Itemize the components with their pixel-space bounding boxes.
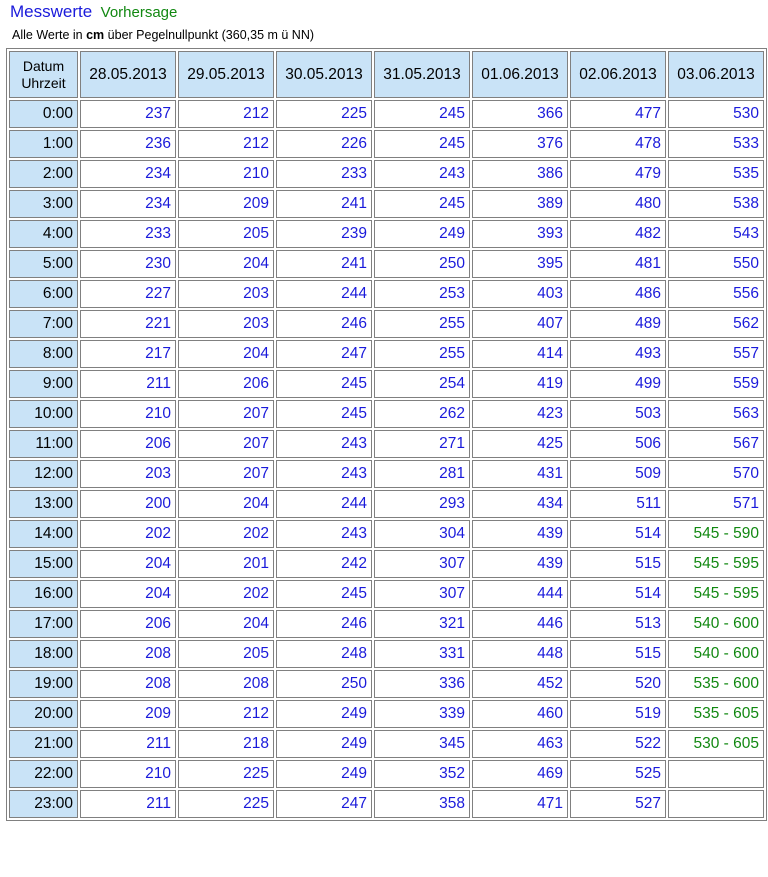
measured-value-cell: 376 <box>472 130 568 158</box>
time-cell: 16:00 <box>9 580 78 608</box>
measured-value-cell: 208 <box>178 670 274 698</box>
table-row <box>9 430 764 458</box>
measured-value-cell: 571 <box>668 490 764 518</box>
time-cell: 13:00 <box>9 490 78 518</box>
measured-value-cell: 423 <box>472 400 568 428</box>
date-header: 01.06.2013 <box>472 51 568 98</box>
measured-value-cell: 519 <box>570 700 666 728</box>
measured-value-cell: 556 <box>668 280 764 308</box>
table-row <box>9 460 764 488</box>
measured-value-cell: 244 <box>276 280 372 308</box>
measured-value-cell: 530 <box>668 100 764 128</box>
measured-value-cell: 245 <box>374 100 470 128</box>
measured-value-cell: 202 <box>80 520 176 548</box>
time-cell: 20:00 <box>9 700 78 728</box>
measured-value-cell: 434 <box>472 490 568 518</box>
measured-value-cell: 336 <box>374 670 470 698</box>
forecast-value-cell: 545 - 590 <box>668 520 764 548</box>
table-row <box>9 760 764 788</box>
measured-value-cell: 562 <box>668 310 764 338</box>
measured-value-cell: 425 <box>472 430 568 458</box>
time-cell: 15:00 <box>9 550 78 578</box>
time-cell: 1:00 <box>9 130 78 158</box>
measured-value-cell: 255 <box>374 340 470 368</box>
table-row <box>9 160 764 188</box>
measured-value-cell: 245 <box>374 190 470 218</box>
table-row <box>9 280 764 308</box>
measured-value-cell: 245 <box>276 580 372 608</box>
measured-value-cell: 478 <box>570 130 666 158</box>
table-row <box>9 340 764 368</box>
measured-value-cell: 207 <box>178 400 274 428</box>
date-header: 03.06.2013 <box>668 51 764 98</box>
table-row <box>9 220 764 248</box>
measured-value-cell: 243 <box>374 160 470 188</box>
forecast-value-cell: 545 - 595 <box>668 550 764 578</box>
measured-value-cell: 479 <box>570 160 666 188</box>
measured-value-cell: 245 <box>374 130 470 158</box>
measured-value-cell: 403 <box>472 280 568 308</box>
time-cell: 2:00 <box>9 160 78 188</box>
measured-value-cell: 233 <box>80 220 176 248</box>
measured-value-cell: 281 <box>374 460 470 488</box>
measured-value-cell: 211 <box>80 730 176 758</box>
measured-value-cell: 515 <box>570 640 666 668</box>
measured-value-cell <box>668 760 764 788</box>
measured-value-cell: 307 <box>374 580 470 608</box>
measured-value-cell: 339 <box>374 700 470 728</box>
measured-value-cell: 249 <box>276 760 372 788</box>
table-row <box>9 310 764 338</box>
subtitle-prefix: Alle Werte in <box>12 28 87 42</box>
measured-value-cell: 246 <box>276 610 372 638</box>
measured-value-cell: 211 <box>80 370 176 398</box>
date-header: 02.06.2013 <box>570 51 666 98</box>
measured-value-cell <box>668 790 764 818</box>
measured-value-cell: 200 <box>80 490 176 518</box>
measured-value-cell: 253 <box>374 280 470 308</box>
forecast-value-cell: 540 - 600 <box>668 610 764 638</box>
time-cell: 23:00 <box>9 790 78 818</box>
table-row <box>9 610 764 638</box>
date-header: 29.05.2013 <box>178 51 274 98</box>
measured-value-cell: 567 <box>668 430 764 458</box>
measured-value-cell: 522 <box>570 730 666 758</box>
measured-value-cell: 514 <box>570 520 666 548</box>
measured-value-cell: 241 <box>276 190 372 218</box>
measured-value-cell: 230 <box>80 250 176 278</box>
time-cell: 17:00 <box>9 610 78 638</box>
measured-value-cell: 227 <box>80 280 176 308</box>
page-header <box>0 0 768 48</box>
measured-value-cell: 486 <box>570 280 666 308</box>
table-row <box>9 130 764 158</box>
measured-value-cell: 481 <box>570 250 666 278</box>
measured-value-cell: 250 <box>276 670 372 698</box>
measured-value-cell: 250 <box>374 250 470 278</box>
measured-value-cell: 201 <box>178 550 274 578</box>
time-cell: 22:00 <box>9 760 78 788</box>
measured-value-cell: 226 <box>276 130 372 158</box>
measured-value-cell: 204 <box>178 250 274 278</box>
table-body <box>9 100 764 818</box>
forecast-value-cell: 545 - 595 <box>668 580 764 608</box>
measured-value-cell: 493 <box>570 340 666 368</box>
measured-value-cell: 243 <box>276 430 372 458</box>
measured-value-cell: 212 <box>178 100 274 128</box>
table-row <box>9 490 764 518</box>
measured-value-cell: 469 <box>472 760 568 788</box>
time-cell: 5:00 <box>9 250 78 278</box>
measured-value-cell: 210 <box>80 400 176 428</box>
date-header: 28.05.2013 <box>80 51 176 98</box>
measured-value-cell: 242 <box>276 550 372 578</box>
measured-value-cell: 247 <box>276 340 372 368</box>
measured-value-cell: 477 <box>570 100 666 128</box>
measured-value-cell: 204 <box>178 610 274 638</box>
measured-value-cell: 439 <box>472 520 568 548</box>
table-row <box>9 370 764 398</box>
measured-value-cell: 482 <box>570 220 666 248</box>
measured-value-cell: 533 <box>668 130 764 158</box>
corner-header <box>9 51 78 98</box>
forecast-value-cell: 535 - 600 <box>668 670 764 698</box>
measured-value-cell: 446 <box>472 610 568 638</box>
forecast-value-cell: 530 - 605 <box>668 730 764 758</box>
measured-value-cell: 236 <box>80 130 176 158</box>
table-row <box>9 580 764 608</box>
measured-value-cell: 366 <box>472 100 568 128</box>
measured-value-cell: 509 <box>570 460 666 488</box>
measured-value-cell: 207 <box>178 460 274 488</box>
measured-value-cell: 331 <box>374 640 470 668</box>
measured-value-cell: 225 <box>276 100 372 128</box>
page-subtitle <box>12 28 314 42</box>
measured-value-cell: 203 <box>80 460 176 488</box>
forecast-value-cell: 540 - 600 <box>668 640 764 668</box>
measured-value-cell: 234 <box>80 160 176 188</box>
measured-value-cell: 245 <box>276 370 372 398</box>
time-cell: 8:00 <box>9 340 78 368</box>
corner-date-label: Datum <box>22 57 65 74</box>
measured-value-cell: 525 <box>570 760 666 788</box>
measured-value-cell: 439 <box>472 550 568 578</box>
measured-value-cell: 304 <box>374 520 470 548</box>
measured-value-cell: 543 <box>668 220 764 248</box>
measured-value-cell: 271 <box>374 430 470 458</box>
measured-value-cell: 511 <box>570 490 666 518</box>
measured-value-cell: 205 <box>178 640 274 668</box>
measured-value-cell: 212 <box>178 700 274 728</box>
time-cell: 7:00 <box>9 310 78 338</box>
corner-time-label: Uhrzeit <box>21 74 66 91</box>
measured-value-cell: 480 <box>570 190 666 218</box>
table-row <box>9 100 764 128</box>
measured-value-cell: 208 <box>80 640 176 668</box>
measured-value-cell: 205 <box>178 220 274 248</box>
measured-value-cell: 345 <box>374 730 470 758</box>
table-row <box>9 550 764 578</box>
measured-value-cell: 248 <box>276 640 372 668</box>
measured-value-cell: 243 <box>276 520 372 548</box>
measured-value-cell: 206 <box>80 610 176 638</box>
measured-value-cell: 393 <box>472 220 568 248</box>
time-cell: 6:00 <box>9 280 78 308</box>
title-row <box>10 2 177 22</box>
measured-value-cell: 358 <box>374 790 470 818</box>
measured-value-cell: 293 <box>374 490 470 518</box>
forecast-value-cell: 535 - 605 <box>668 700 764 728</box>
measured-value-cell: 563 <box>668 400 764 428</box>
table-row <box>9 700 764 728</box>
measured-value-cell: 246 <box>276 310 372 338</box>
time-cell: 18:00 <box>9 640 78 668</box>
measured-value-cell: 202 <box>178 580 274 608</box>
measured-value-cell: 321 <box>374 610 470 638</box>
measured-value-cell: 204 <box>178 490 274 518</box>
time-cell: 11:00 <box>9 430 78 458</box>
measured-value-cell: 207 <box>178 430 274 458</box>
measured-value-cell: 241 <box>276 250 372 278</box>
measured-value-cell: 463 <box>472 730 568 758</box>
table-row <box>9 670 764 698</box>
measured-value-cell: 431 <box>472 460 568 488</box>
measured-value-cell: 208 <box>80 670 176 698</box>
subtitle-unit: cm <box>86 28 105 42</box>
table-row <box>9 400 764 428</box>
measured-value-cell: 234 <box>80 190 176 218</box>
measured-value-cell: 249 <box>276 700 372 728</box>
measured-value-cell: 444 <box>472 580 568 608</box>
table-header-row <box>9 51 764 98</box>
measured-value-cell: 557 <box>668 340 764 368</box>
table-row <box>9 730 764 758</box>
measured-value-cell: 506 <box>570 430 666 458</box>
measured-value-cell: 225 <box>178 790 274 818</box>
measured-value-cell: 527 <box>570 790 666 818</box>
time-cell: 4:00 <box>9 220 78 248</box>
measured-value-cell: 559 <box>668 370 764 398</box>
measured-value-cell: 211 <box>80 790 176 818</box>
measured-value-cell: 538 <box>668 190 764 218</box>
subtitle-suffix: über Pegelnullpunkt (360,35 m ü NN) <box>104 28 315 42</box>
measured-value-cell: 206 <box>178 370 274 398</box>
measured-value-cell: 249 <box>374 220 470 248</box>
measured-value-cell: 419 <box>472 370 568 398</box>
time-cell: 3:00 <box>9 190 78 218</box>
measured-value-cell: 204 <box>80 550 176 578</box>
measured-value-cell: 233 <box>276 160 372 188</box>
measured-value-cell: 218 <box>178 730 274 758</box>
measured-value-cell: 407 <box>472 310 568 338</box>
measured-value-cell: 204 <box>80 580 176 608</box>
water-level-table <box>6 48 767 821</box>
measured-value-cell: 254 <box>374 370 470 398</box>
date-header: 30.05.2013 <box>276 51 372 98</box>
table-row <box>9 250 764 278</box>
measured-value-cell: 513 <box>570 610 666 638</box>
measured-value-cell: 550 <box>668 250 764 278</box>
measured-value-cell: 217 <box>80 340 176 368</box>
measured-value-cell: 203 <box>178 280 274 308</box>
measured-value-cell: 206 <box>80 430 176 458</box>
measured-value-cell: 386 <box>472 160 568 188</box>
measured-value-cell: 209 <box>80 700 176 728</box>
measured-value-cell: 471 <box>472 790 568 818</box>
measured-value-cell: 255 <box>374 310 470 338</box>
measured-value-cell: 210 <box>80 760 176 788</box>
measured-value-cell: 570 <box>668 460 764 488</box>
time-cell: 12:00 <box>9 460 78 488</box>
measured-value-cell: 307 <box>374 550 470 578</box>
measured-value-cell: 503 <box>570 400 666 428</box>
time-cell: 10:00 <box>9 400 78 428</box>
measured-value-cell: 262 <box>374 400 470 428</box>
measured-value-cell: 352 <box>374 760 470 788</box>
page-title: Messwerte <box>10 2 93 21</box>
measured-value-cell: 239 <box>276 220 372 248</box>
time-cell: 19:00 <box>9 670 78 698</box>
table-row <box>9 190 764 218</box>
table-row <box>9 640 764 668</box>
measured-value-cell: 535 <box>668 160 764 188</box>
measured-value-cell: 202 <box>178 520 274 548</box>
forecast-label: Vorhersage <box>100 4 178 21</box>
measured-value-cell: 515 <box>570 550 666 578</box>
measured-value-cell: 460 <box>472 700 568 728</box>
measured-value-cell: 520 <box>570 670 666 698</box>
measured-value-cell: 203 <box>178 310 274 338</box>
measured-value-cell: 204 <box>178 340 274 368</box>
time-cell: 21:00 <box>9 730 78 758</box>
date-header: 31.05.2013 <box>374 51 470 98</box>
measured-value-cell: 389 <box>472 190 568 218</box>
measured-value-cell: 499 <box>570 370 666 398</box>
table-row <box>9 790 764 818</box>
measured-value-cell: 489 <box>570 310 666 338</box>
measured-value-cell: 221 <box>80 310 176 338</box>
measured-value-cell: 414 <box>472 340 568 368</box>
measured-value-cell: 244 <box>276 490 372 518</box>
time-cell: 9:00 <box>9 370 78 398</box>
time-cell: 0:00 <box>9 100 78 128</box>
measured-value-cell: 514 <box>570 580 666 608</box>
measured-value-cell: 245 <box>276 400 372 428</box>
measured-value-cell: 210 <box>178 160 274 188</box>
measured-value-cell: 247 <box>276 790 372 818</box>
measured-value-cell: 209 <box>178 190 274 218</box>
measured-value-cell: 212 <box>178 130 274 158</box>
time-cell: 14:00 <box>9 520 78 548</box>
table-row <box>9 520 764 548</box>
measured-value-cell: 448 <box>472 640 568 668</box>
measured-value-cell: 452 <box>472 670 568 698</box>
measured-value-cell: 243 <box>276 460 372 488</box>
measured-value-cell: 395 <box>472 250 568 278</box>
measured-value-cell: 249 <box>276 730 372 758</box>
measured-value-cell: 225 <box>178 760 274 788</box>
measured-value-cell: 237 <box>80 100 176 128</box>
